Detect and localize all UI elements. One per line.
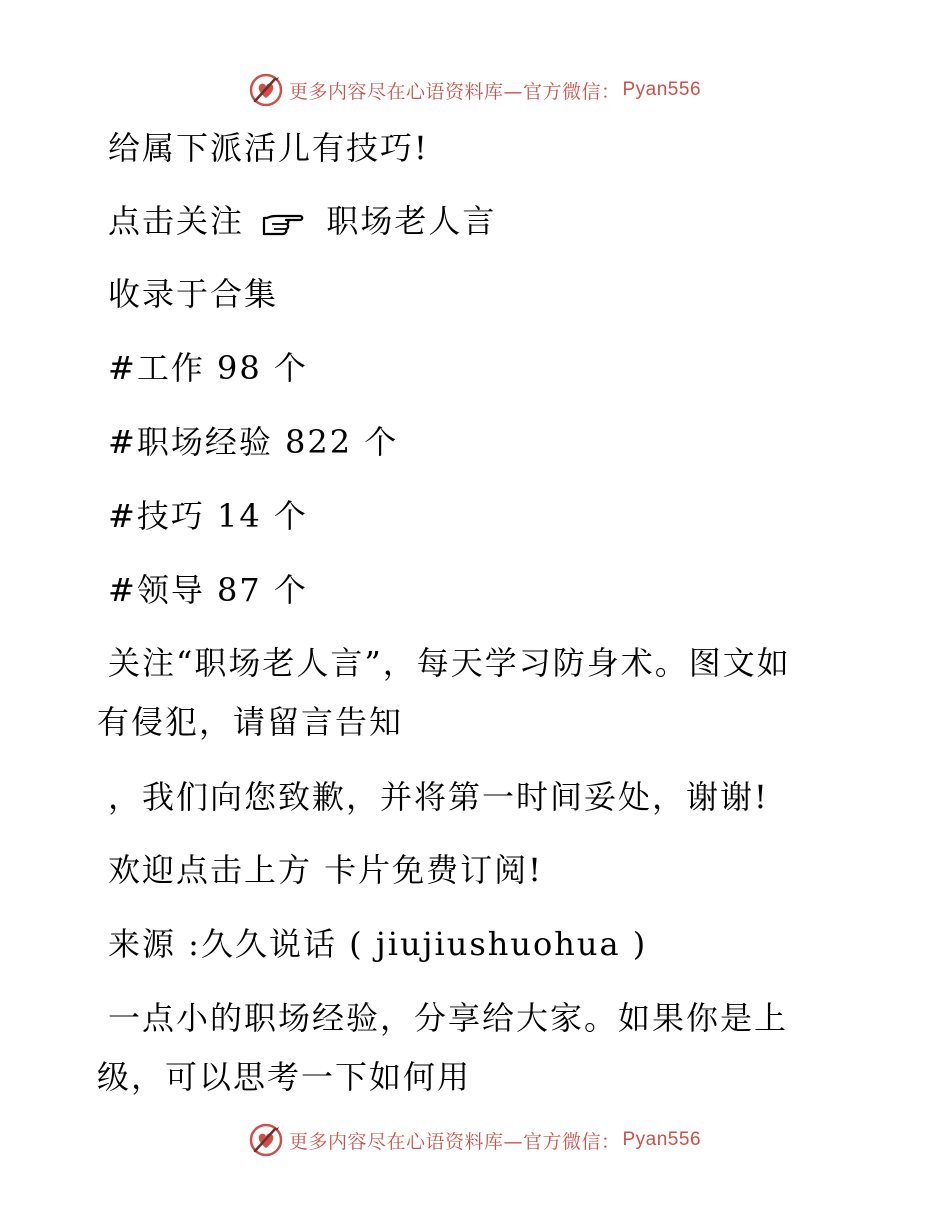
- tag-career-experience[interactable]: #职场经验 822 个: [108, 423, 399, 461]
- follow-prefix: 点击关注: [108, 202, 245, 240]
- follow-line: [108, 203, 496, 239]
- notice-line-3: ，我们向您致歉，并将第一时间妥处，谢谢!: [108, 778, 769, 816]
- collection-label: 收录于合集: [108, 275, 279, 313]
- subscribe-line: 欢迎点击上方 卡片免费订阅!: [108, 851, 544, 889]
- follow-account-link[interactable]: 职场老人言: [326, 202, 497, 240]
- banner-handle: Pyan556: [622, 1129, 702, 1150]
- tag-skills[interactable]: #技巧 14 个: [108, 497, 308, 535]
- footer-banner: [0, 1120, 950, 1160]
- intro-line-2: 级，可以思考一下如何用: [97, 1058, 472, 1096]
- heart-quill-logo-icon: [249, 1123, 283, 1157]
- pointing-hand-icon: [260, 210, 304, 238]
- article-title: 给属下派活儿有技巧!: [108, 129, 429, 167]
- header-banner: [0, 70, 950, 110]
- banner-text: 更多内容尽在心语资料库—官方微信：: [288, 80, 621, 103]
- source-line: 来源 :久久说话 ( jiujiushuohua ): [108, 925, 648, 963]
- notice-line-2: 有侵犯，请留言告知: [97, 703, 404, 741]
- intro-line-1: 一点小的职场经验，分享给大家。如果你是上: [108, 999, 789, 1037]
- heart-quill-logo-icon: [249, 73, 283, 107]
- tag-leadership[interactable]: #领导 87 个: [108, 571, 308, 609]
- banner-handle: Pyan556: [622, 79, 702, 100]
- tag-work[interactable]: #工作 98 个: [108, 349, 308, 387]
- banner-text: 更多内容尽在心语资料库—官方微信：: [288, 1130, 621, 1153]
- notice-line-1: 关注“职场老人言”，每天学习防身术。图文如: [108, 644, 791, 682]
